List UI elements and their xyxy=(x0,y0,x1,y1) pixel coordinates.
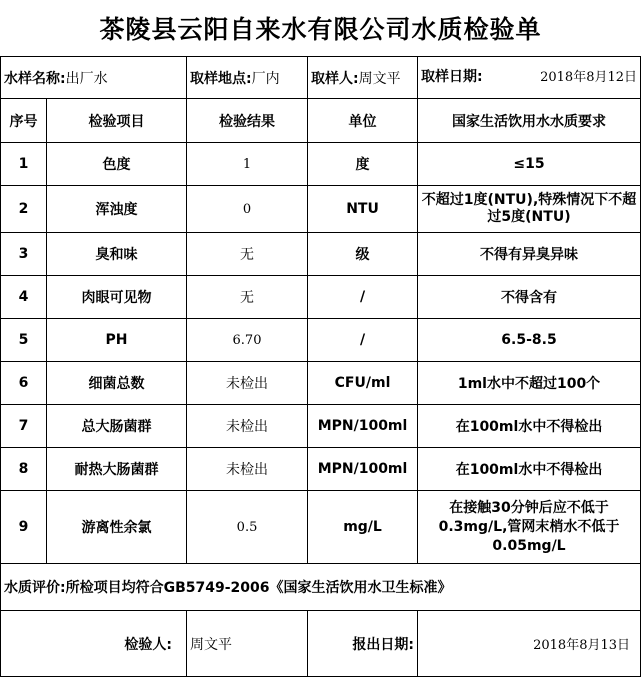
meta-row xyxy=(1,57,641,99)
inspection-table xyxy=(0,56,641,677)
row-item: 浑浊度 xyxy=(47,186,187,233)
row-no: 9 xyxy=(1,491,47,564)
evaluation-text: 所检项目均符合GB5749-2006《国家生活饮用水卫生标准》 xyxy=(65,580,452,596)
row-no: 7 xyxy=(1,405,47,448)
row-unit: 度 xyxy=(308,143,418,186)
row-requirement: 在100ml水中不得检出 xyxy=(418,405,641,448)
location-value: 厂内 xyxy=(251,70,280,87)
footer-row xyxy=(1,611,641,677)
row-result: 未检出 xyxy=(187,448,308,491)
sampler-cell xyxy=(308,57,418,99)
row-no: 4 xyxy=(1,276,47,319)
sample-name-cell xyxy=(1,57,187,99)
row-no: 3 xyxy=(1,233,47,276)
row-unit: / xyxy=(308,276,418,319)
row-requirement: 1ml水中不超过100个 xyxy=(418,362,641,405)
row-requirement: 不得含有 xyxy=(418,276,641,319)
header-no: 序号 xyxy=(1,99,47,143)
sampler-label: 取样人: xyxy=(311,70,359,87)
row-result: 1 xyxy=(187,143,308,186)
row-unit: MPN/100ml xyxy=(308,405,418,448)
sampler-value: 周文平 xyxy=(358,70,401,87)
row-requirement: 在100ml水中不得检出 xyxy=(418,448,641,491)
header-requirement: 国家生活饮用水水质要求 xyxy=(418,99,641,143)
row-result: 6.70 xyxy=(187,319,308,362)
row-requirement: 不得有异臭异味 xyxy=(418,233,641,276)
row-requirement: 6.5-8.5 xyxy=(418,319,641,362)
row-no: 1 xyxy=(1,143,47,186)
row-no: 2 xyxy=(1,186,47,233)
row-requirement: ≤15 xyxy=(418,143,641,186)
row-result: 0.5 xyxy=(187,491,308,564)
row-item: 游离性余氯 xyxy=(47,491,187,564)
report-date-value: 2018年8月13日 xyxy=(418,611,641,677)
row-unit: CFU/ml xyxy=(308,362,418,405)
location-label: 取样地点: xyxy=(190,70,252,87)
evaluation-label: 水质评价: xyxy=(4,580,66,596)
table-row xyxy=(1,276,641,319)
row-result: 0 xyxy=(187,186,308,233)
row-requirement: 不超过1度(NTU),特殊情况下不超过5度(NTU) xyxy=(418,186,641,233)
row-no: 5 xyxy=(1,319,47,362)
table-row xyxy=(1,362,641,405)
row-requirement: 在接触30分钟后应不低于0.3mg/L,管网末梢水不低于0.05mg/L xyxy=(418,491,641,564)
sample-date-label: 取样日期: xyxy=(421,69,483,85)
table-row xyxy=(1,405,641,448)
table-row xyxy=(1,233,641,276)
table-row xyxy=(1,186,641,233)
report-date-label: 报出日期: xyxy=(308,611,418,677)
table-row xyxy=(1,143,641,186)
row-no: 6 xyxy=(1,362,47,405)
sample-date-cell xyxy=(418,57,641,99)
evaluation-cell xyxy=(1,564,641,611)
row-item: 细菌总数 xyxy=(47,362,187,405)
document-title: 茶陵县云阳自来水有限公司水质检验单 xyxy=(99,15,542,44)
sample-date-value: 2018年8月12日 xyxy=(540,70,638,85)
sample-name-value: 出厂水 xyxy=(65,70,108,87)
sample-name-label: 水样名称: xyxy=(4,70,66,87)
row-item: 色度 xyxy=(47,143,187,186)
row-result: 无 xyxy=(187,233,308,276)
header-row xyxy=(1,99,641,143)
inspector-value: 周文平 xyxy=(187,611,308,677)
row-result: 未检出 xyxy=(187,362,308,405)
row-unit: MPN/100ml xyxy=(308,448,418,491)
inspector-label: 检验人: xyxy=(1,611,187,677)
row-unit: 级 xyxy=(308,233,418,276)
row-result: 无 xyxy=(187,276,308,319)
row-item: 臭和味 xyxy=(47,233,187,276)
table-row xyxy=(1,448,641,491)
row-item: PH xyxy=(47,319,187,362)
row-item: 耐热大肠菌群 xyxy=(47,448,187,491)
evaluation-row xyxy=(1,564,641,611)
location-cell xyxy=(187,57,308,99)
row-unit: NTU xyxy=(308,186,418,233)
row-unit: / xyxy=(308,319,418,362)
table-row xyxy=(1,491,641,564)
header-unit: 单位 xyxy=(308,99,418,143)
header-result: 检验结果 xyxy=(187,99,308,143)
row-result: 未检出 xyxy=(187,405,308,448)
row-unit: mg/L xyxy=(308,491,418,564)
row-item: 总大肠菌群 xyxy=(47,405,187,448)
row-no: 8 xyxy=(1,448,47,491)
row-item: 肉眼可见物 xyxy=(47,276,187,319)
table-row xyxy=(1,319,641,362)
header-item: 检验项目 xyxy=(47,99,187,143)
